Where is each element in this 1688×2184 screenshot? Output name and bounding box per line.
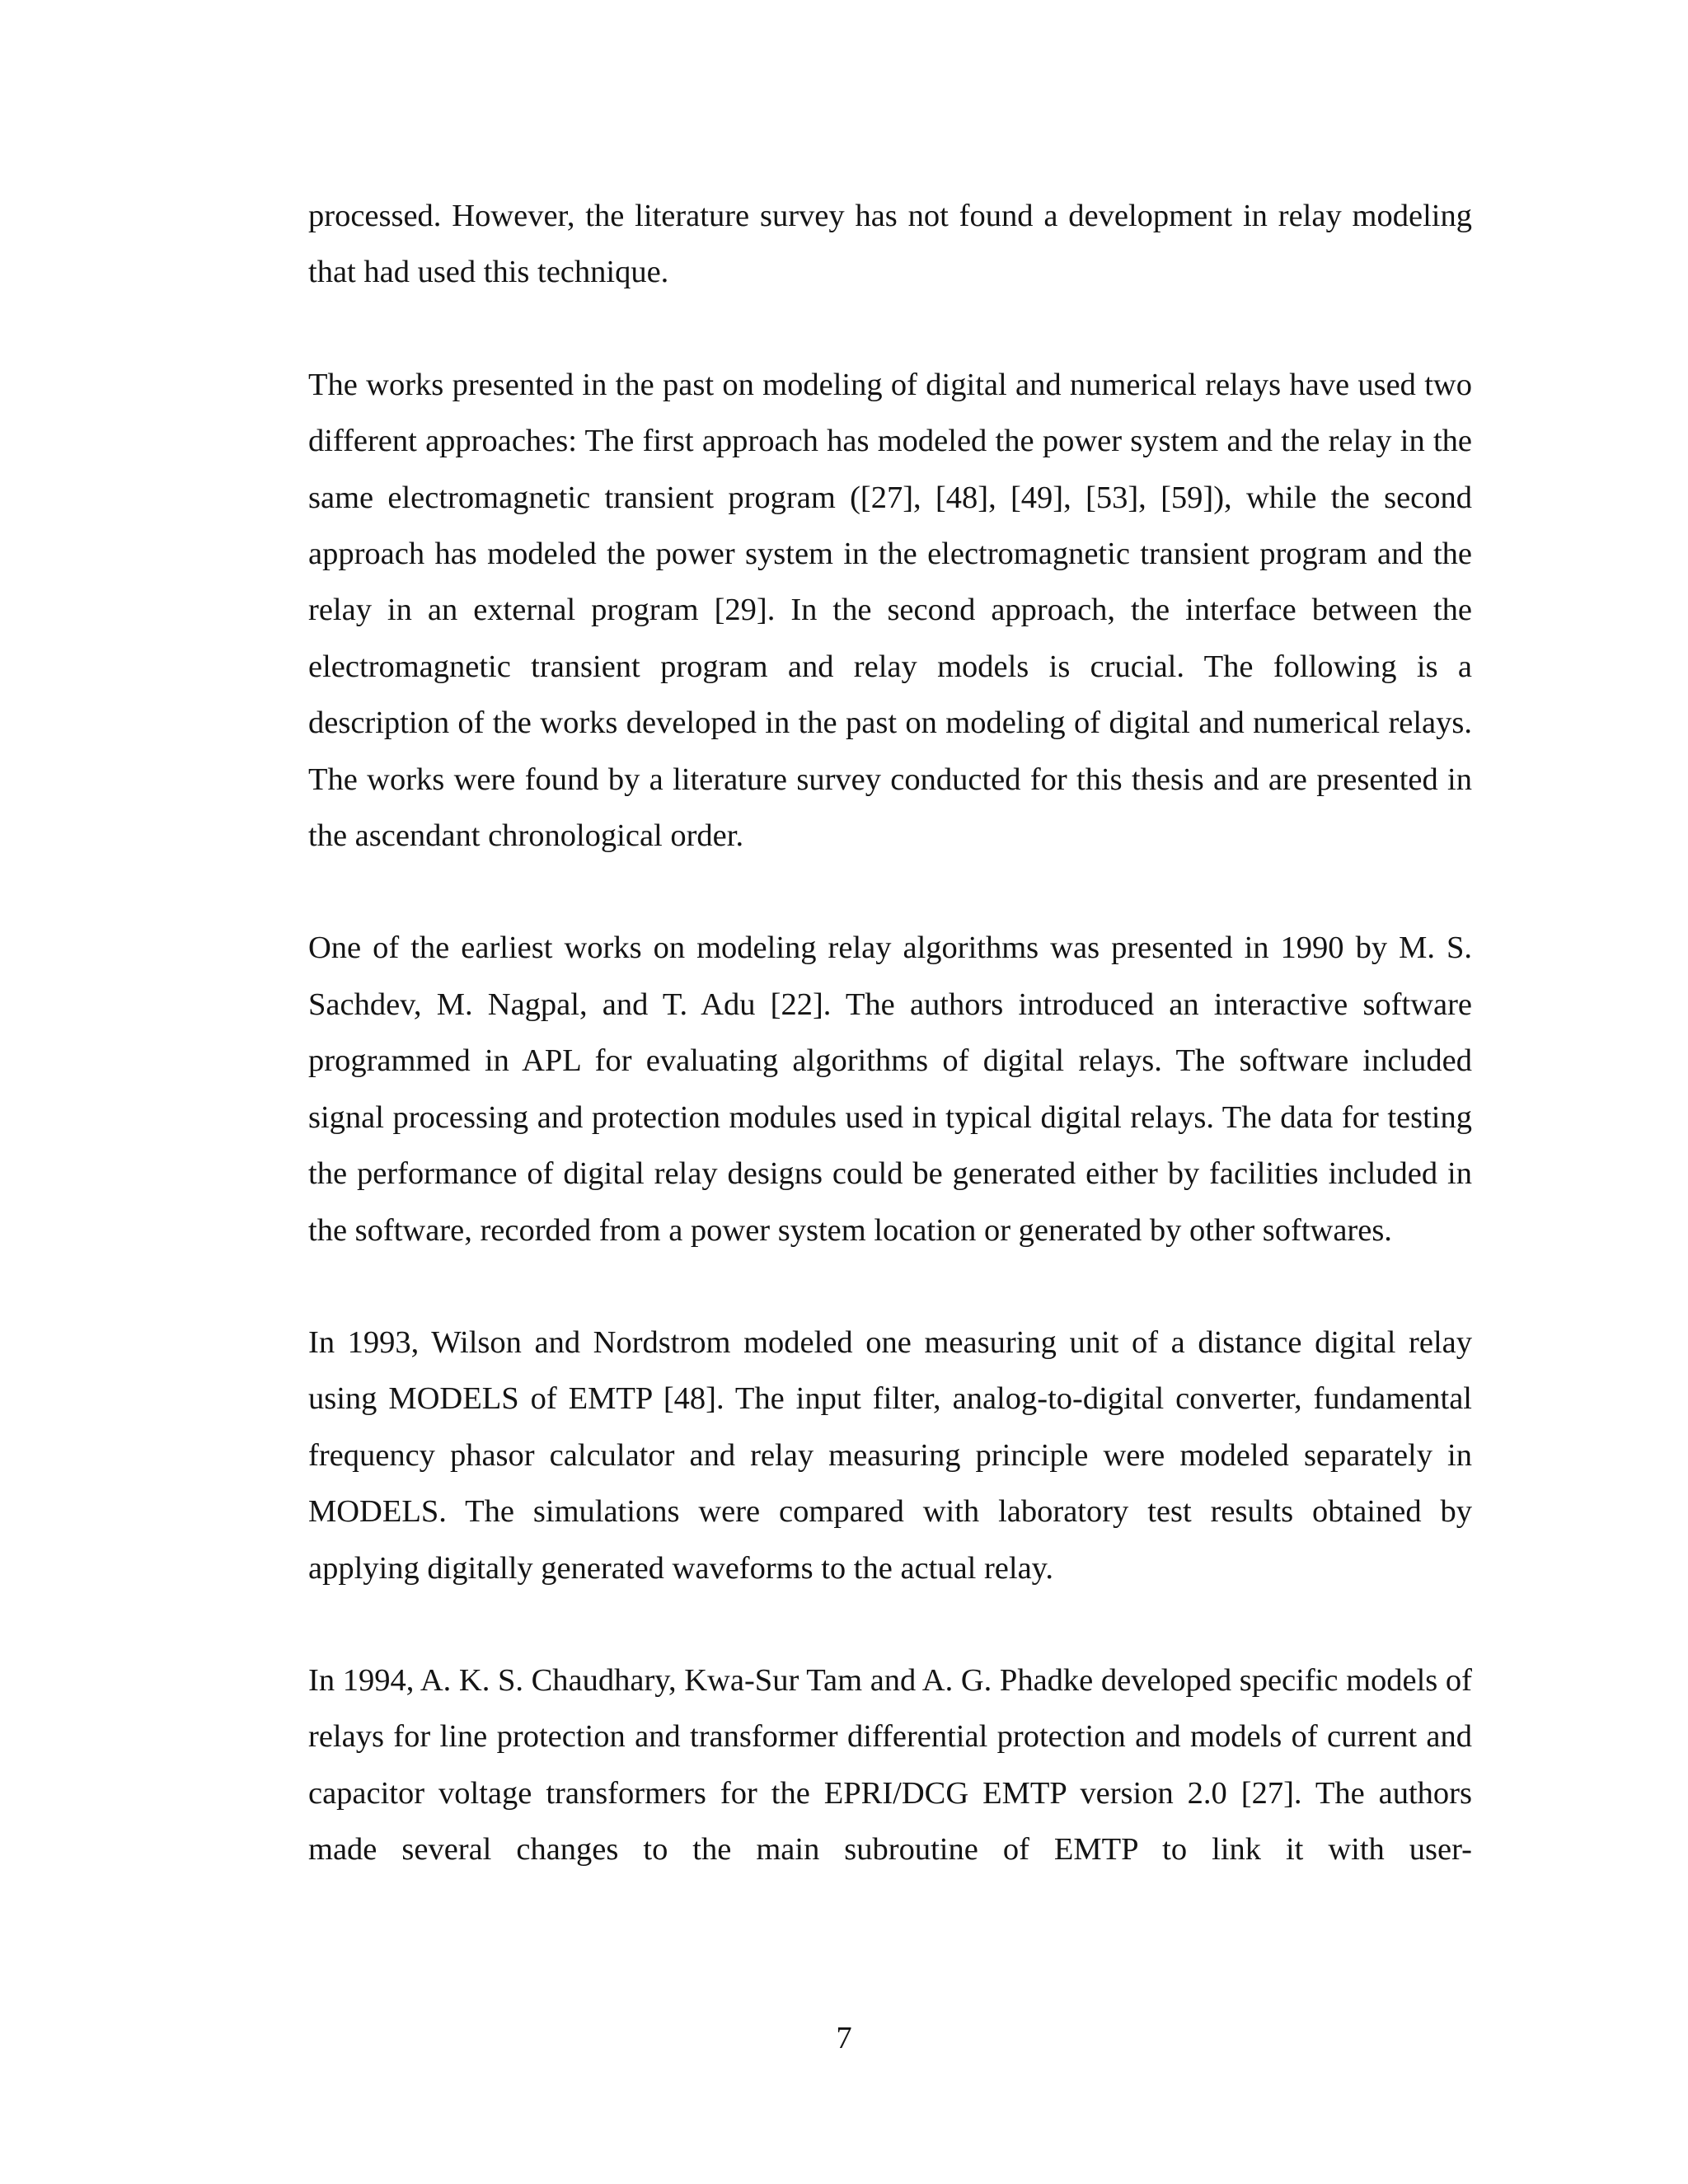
body-text [308, 188, 1472, 1878]
paragraph-4: In 1993, Wilson and Nordstrom modeled one measuring unit of a distance digital relay using MODELS of EMTP [48]. The input filter, analog-to-digital converter, fundamental frequency phasor calculator and relay measuring principle were modeled separately in MODELS. The simulations were compared with laboratory test results obtained by applying digitally generated waveforms to the actual relay. [308, 1324, 1472, 1586]
paragraph-3: One of the earliest works on modeling relay algorithms was presented in 1990 by M. S. Sachdev, M. Nagpal, and T. Adu [22]. The authors introduced an interactive software programmed in APL for evaluating algorithms of digital relays. The software included signal processing and protection modules used in typical digital relays. The data for testing the performance of digital relay designs could be generated either by facilities included in the software, recorded from a power system location or generated by other softwares. [308, 930, 1472, 1248]
paragraph-2: The works presented in the past on modeling of digital and numerical relays have used two different approaches: The first approach has modeled the power system and the relay in the same electromagnetic transient program ([27], [48], [49], [53], [59]), while the second approach has modeled the power system in the electromagnetic transient program and the relay in an external program [29]. In the second approach, the interface between the electromagnetic transient program and relay models is crucial. The following is a description of the works developed in the past on modeling of digital and numerical relays. The works were found by a literature survey conducted for this thesis and are presented in the ascendant chronological order. [308, 367, 1472, 854]
paragraph-5: In 1994, A. K. S. Chaudhary, Kwa-Sur Tam and A. G. Phadke developed specific models of relays for line protection and transformer differential protection and models of current and capacitor voltage transformers for the EPRI/DCG EMTP version 2.0 [27]. The authors made several changes to the main subroutine of EMTP to link it with user- [308, 1662, 1472, 1868]
page-number: 7 [836, 2021, 852, 2055]
paragraph-1: processed. However, the literature survey has not found a development in relay modeling that had used this technique. [308, 199, 1472, 290]
